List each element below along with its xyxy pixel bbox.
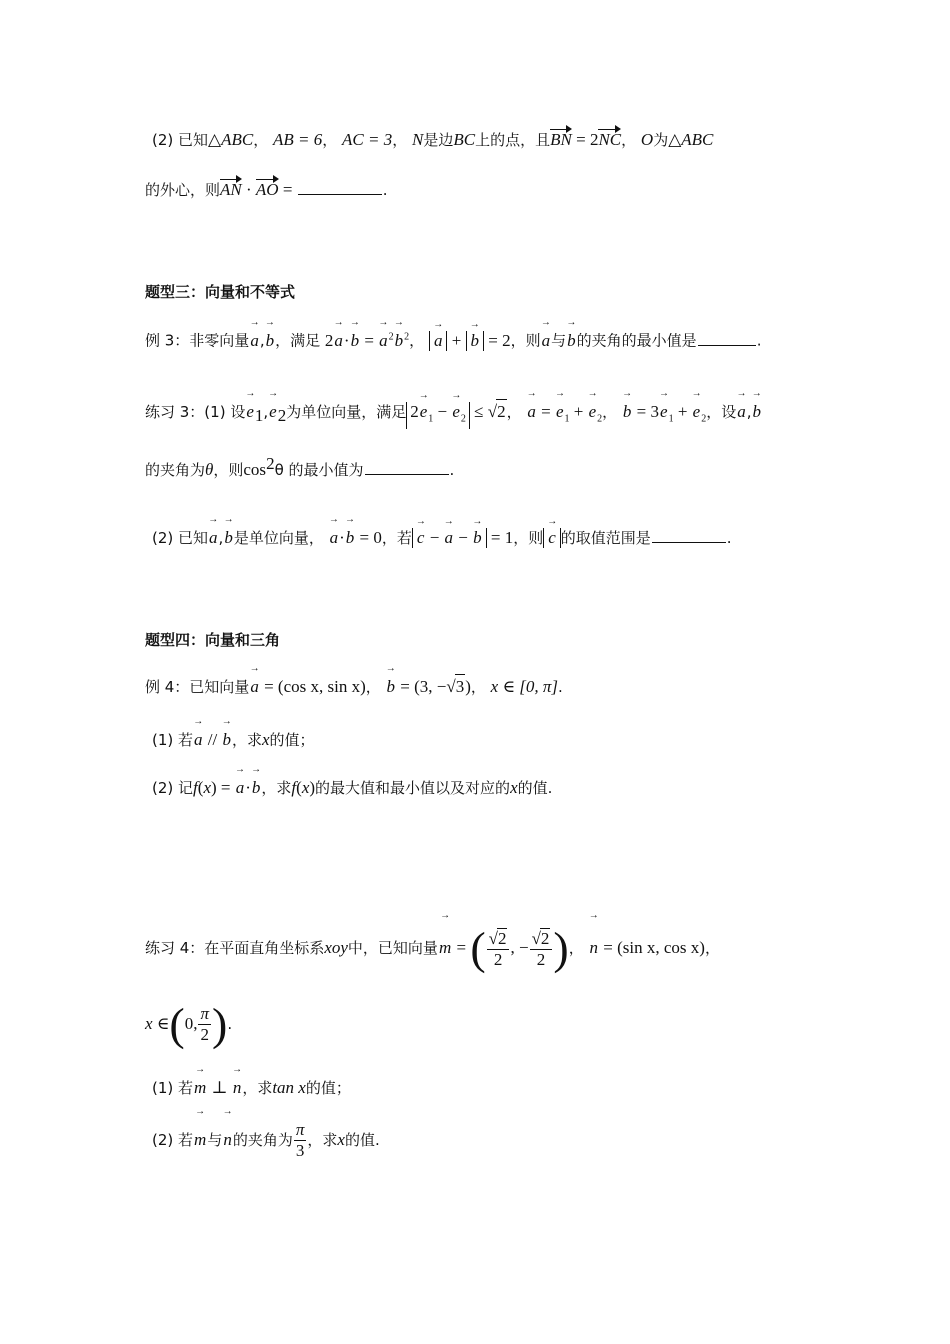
text-segment: 的值. (344, 1131, 380, 1149)
text-segment: 的夹角的最小值是 (576, 331, 697, 350)
text-segment: ，设 (706, 403, 737, 421)
condition-ac: AC = 3 (342, 130, 393, 149)
text-segment: (1) 若 (152, 1079, 194, 1097)
vector-b: → b (472, 528, 483, 548)
vector-a: → a (249, 675, 260, 699)
example-4-part-2: (2) 记f(x) = → a·→ b，求f(x)的最大值和最小值以及对应的x的值. (152, 776, 552, 800)
fraction-pi-over-2 (198, 1004, 211, 1045)
vector-a: → a (433, 331, 444, 351)
equation-ab-zero: → a·→ b = 0 (329, 528, 382, 547)
vector-a: → a (736, 400, 747, 424)
variable-x: x (262, 730, 270, 749)
sqrt-2: 2 (540, 928, 550, 948)
equation-a-def: → a = → $e_1$ + → $e_2$ (526, 402, 602, 421)
vector-e1: → e (659, 400, 669, 424)
tan-x: tan x (272, 1078, 306, 1097)
vector-b: → b (251, 776, 262, 800)
vector-bn: BN (550, 128, 572, 152)
practice-4-line-2: x ∈(0, $\frac{\pi}{2}$ ). (145, 998, 233, 1050)
vector-an: AN (220, 178, 242, 202)
answer-blank[interactable] (698, 329, 756, 346)
problem-2-prefix: (2) 已知 (152, 131, 209, 149)
practice-4-label: 练习 4：在平面直角坐标系 (145, 939, 325, 957)
x-domain: x ∈ [0, π] (490, 677, 559, 696)
vector-e1: → e (245, 400, 255, 424)
vector-b: → b (221, 728, 232, 752)
sqrt-2: 2 (497, 928, 507, 948)
practice-4-part-2 (152, 1118, 380, 1162)
vector-a: → a (208, 526, 219, 550)
condition-ab: AB = 6 (273, 130, 323, 149)
vector-e2: → e (692, 400, 702, 424)
text-segment: ，求 (242, 1079, 273, 1097)
vector-b: → b (223, 526, 234, 550)
text-segment: θ 的最小值为 (274, 461, 364, 479)
text-segment: 与 (207, 1131, 223, 1149)
vector-m: → m (193, 1118, 207, 1162)
vector-e1: → e (419, 402, 429, 422)
text-segment: 是单位向量， (233, 529, 324, 547)
abs-2e1-e2: $2\to e_1$ − → $e_2$ (406, 402, 470, 429)
example-4: 例 4：已知向量→ a = (cos x, sin x)， → b = (3, −√3)， x ∈ [0, π]. (145, 674, 563, 699)
example-4-label: 例 4：已知向量 (145, 678, 250, 696)
text-segment: 的夹角为 (232, 1131, 293, 1149)
fraction-pi-over-3 (294, 1120, 307, 1161)
text-segment: 的外心，则 (145, 181, 221, 199)
vector-b: → b (622, 400, 633, 424)
vector-b-value: 3, − (419, 677, 447, 696)
period: . (756, 331, 762, 350)
text-segment: 的值； (305, 1079, 351, 1097)
text-segment: (2) 已知 (152, 529, 209, 547)
practice-3-part-1-line-2: 的夹角为θ，则$\cos^2\theta$ 的最小值为 . (145, 454, 455, 479)
section-heading-type-3: 题型三：向量和不等式 (145, 283, 296, 301)
text-segment: ，求 (231, 731, 262, 749)
vector-a: → a (541, 329, 552, 353)
fraction-sqrt2-over-2: $\frac{√2}{2}$ (487, 928, 510, 970)
abs-c-a-b: → c − → a − → b (412, 528, 487, 548)
vector-nc: NC (598, 128, 621, 152)
sqrt-2: 2 (496, 399, 507, 424)
equation-part: = 2 (571, 130, 599, 149)
equation-2ab: 2→ a·→ b = → $a^2\to b^2$ (325, 331, 409, 350)
text-segment: 的值； (269, 731, 315, 749)
example-3: 例 3：非零向量→ a,→ b，满足 2→ a·→ b = → $a^2\to b^2$， → a + → b = 2，则→ a与→ b的夹角的最小值是 . (145, 325, 761, 353)
section-heading-type-4: 题型四：向量和三角 (145, 631, 281, 649)
equals: = (278, 180, 297, 199)
text-segment: 为 (653, 131, 669, 149)
vector-b: → b (752, 400, 763, 424)
variable-x: x (203, 778, 211, 797)
theta: θ (205, 460, 214, 479)
triangle-abc: △ABC (208, 130, 254, 149)
vector-a: → a (235, 776, 246, 800)
vector-e1: → e (555, 400, 565, 424)
vector-b: → b (386, 675, 397, 699)
vector-a: → a (444, 528, 455, 548)
denominator-2: 2 (493, 949, 503, 969)
cos: cos (243, 460, 267, 479)
text-segment: 的夹角为 (145, 461, 206, 479)
comma: ， (409, 331, 425, 350)
text-segment: ，则 (213, 461, 244, 479)
example-4-part-1: (1) 若→ a // → b，求x的值； (152, 728, 315, 752)
vector-ao: AO (256, 178, 279, 202)
vector-n: → n (222, 1118, 233, 1162)
text-segment: ，则 (510, 331, 541, 350)
vector-m: → m (193, 1076, 207, 1100)
text-segment: ，求 (307, 1131, 338, 1149)
denominator-3: 3 (295, 1141, 305, 1160)
practice-3-part-2: (2) 已知→ a,→ b是单位向量， → a·→ b = 0，若→ c − → a − → b = 1，则→ c 的取值范围是 . (152, 526, 732, 550)
text-segment: ，若 (381, 529, 412, 547)
practice-4-line-1: 练习 4：在平面直角坐标系xoy中，已知向量→ m = ( $\frac{√2}{2}$ , − $\frac{√2}{2}$ )， → n = (sin x, cos x)， (145, 922, 720, 974)
vector-b: → b (350, 329, 361, 353)
denominator-2: 2 (200, 1025, 209, 1044)
period: . (449, 461, 455, 479)
answer-blank[interactable] (365, 458, 449, 475)
triangle-abc-2: △ABC (668, 130, 714, 149)
vector-b: → b (265, 329, 276, 353)
period: . (382, 181, 388, 199)
pi: π (200, 1004, 209, 1023)
problem-2-line-2 (145, 178, 387, 202)
text-segment: ，则 (513, 529, 544, 547)
text-segment: 上的点，且 (475, 131, 551, 149)
vector-c: → c (416, 528, 426, 548)
text-segment: 的值. (517, 779, 553, 797)
vector-a: → a (378, 329, 389, 353)
variable-x: x (301, 778, 310, 797)
vector-c: → c (547, 528, 557, 548)
xoy: xoy (324, 938, 348, 957)
example-3-label: 例 3：非零向量 (145, 331, 250, 350)
vector-a: → a (526, 400, 537, 424)
vector-b: → b (394, 329, 405, 353)
equation-b-def: → $b = 3\to e_1$ + → $e_2$ (622, 402, 706, 421)
practice-3-part-1: 练习 3：(1) 设→ $e_1,\to e_2$为单位向量，满足 $2\to e_1$ − → $e_2 \le √2$， → a = → $e_1$ + → $e_2$， → $b = 3\to e_1$ + → $e_2$，设→ a,→ b (145, 399, 762, 431)
vector-n-value: (sin x, cos x) (617, 938, 705, 957)
problem-2-line-1: (2) 已知△ABC， AB = 6， AC = 3， N是边BC上的点，且BN = 2NC， O为△ABC (152, 128, 713, 152)
text-segment: 中，已知向量 (347, 939, 438, 957)
text-segment: ，满足 (275, 331, 321, 350)
vector-e2: → e (588, 400, 598, 424)
zero: 0, (184, 1014, 198, 1033)
text-segment: (2) 记 (152, 779, 194, 797)
vector-a: → a (333, 329, 344, 353)
vector-m: → m (438, 922, 452, 974)
vector-a: → a (249, 329, 260, 353)
practice-3-label: 练习 3：(1) 设 (145, 403, 246, 421)
text-segment: (2) 若 (152, 1131, 194, 1149)
abs-c (543, 528, 561, 548)
pi: π (295, 1120, 305, 1139)
vector-a: → a (193, 728, 204, 752)
vector-e2: → e (451, 402, 461, 422)
text-segment: ，求 (261, 779, 292, 797)
vector-a: → a (329, 526, 340, 550)
period: . (726, 529, 732, 547)
text-segment: (1) 若 (152, 731, 194, 749)
equation-abs-sum: → a + → b = 2 (429, 331, 511, 350)
variable-x: x (337, 1130, 345, 1149)
x-domain: x ∈ (145, 1014, 170, 1033)
text-segment: 为单位向量，满足 (286, 403, 407, 421)
vector-b: → b (470, 331, 481, 351)
text-segment: 的最大值和最小值以及对应的 (315, 779, 511, 797)
practice-4-part-1: (1) 若→ m ⊥ → n，求tan x的值； (152, 1076, 351, 1100)
vector-b: → b (566, 329, 577, 353)
vector-a-value: (cos x, sin x) (277, 677, 366, 696)
dot-operator: · (241, 180, 256, 199)
text-segment: 的取值范围是 (560, 529, 651, 547)
point-o: O (640, 130, 654, 149)
text-segment: 是边 (423, 131, 454, 149)
point-n: N (412, 130, 424, 149)
answer-blank[interactable] (298, 178, 382, 195)
vector-n: → n (232, 1076, 243, 1100)
answer-blank[interactable] (652, 526, 726, 543)
sqrt-3: 3 (455, 674, 466, 699)
vector-e2: → e (268, 400, 278, 424)
side-bc: BC (453, 130, 476, 149)
vector-n: → n (589, 922, 600, 974)
fraction-neg-sqrt2-over-2: $\frac{√2}{2}$ (530, 928, 553, 970)
text-segment: 与 (551, 331, 567, 350)
denominator-2: 2 (536, 949, 546, 969)
variable-x: x (510, 778, 518, 797)
vector-b: → b (345, 526, 356, 550)
